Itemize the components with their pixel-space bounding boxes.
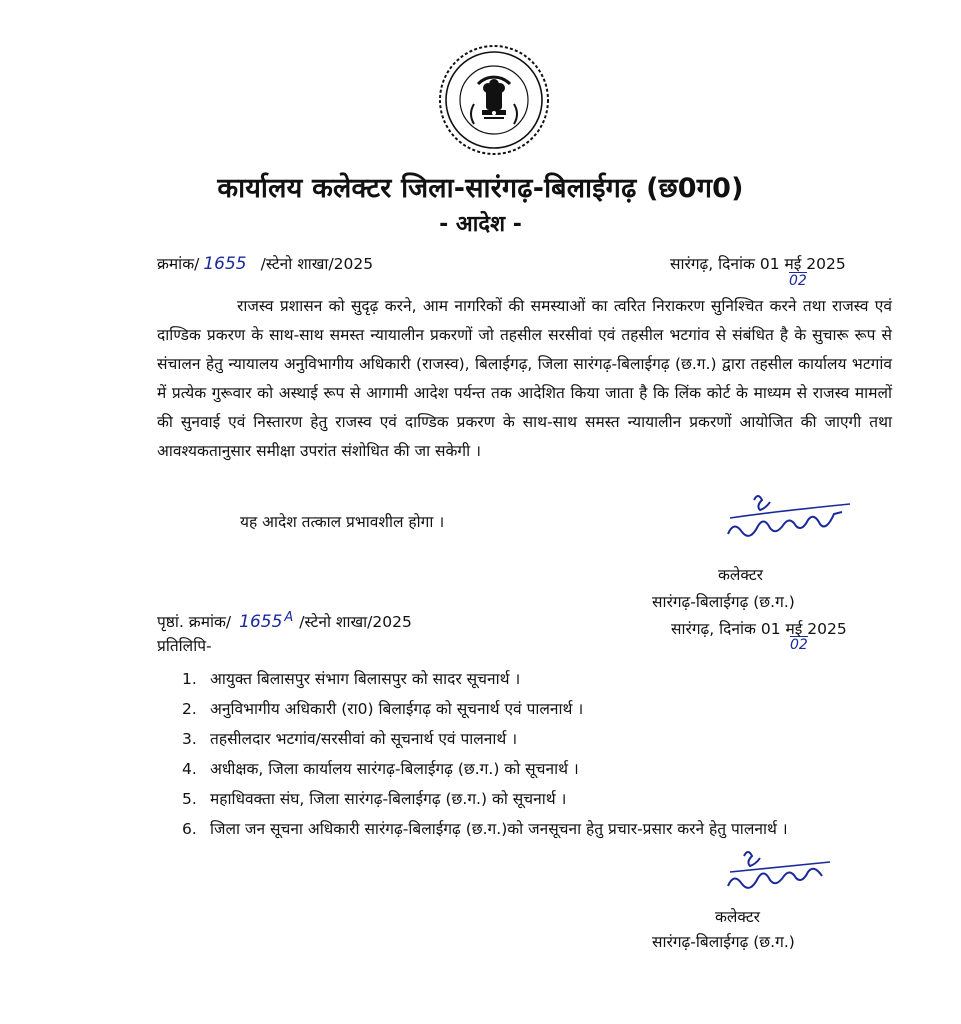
order-ref-prefix: क्रमांक/: [157, 255, 200, 273]
list-item: 3. तहसीलदार भटगांव/सरसीवां को सूचनार्थ एवं पालनार्थ ।: [182, 730, 518, 748]
copy-label: प्रतिलिपि-: [157, 637, 212, 655]
order-heading: - आदेश -: [439, 212, 522, 237]
signature-2-designation: कलेक्टर: [715, 908, 761, 926]
endorsement-suffix-mark: A: [284, 610, 294, 625]
signature-2-location: सारंगढ़-बिलाईगढ़ (छ.ग.): [652, 933, 795, 951]
collector-signature-2: [722, 846, 842, 896]
endorsement-place-date: सारंगढ़, दिनांक 01 मई 2025: [671, 620, 847, 638]
endorsement-date-handwritten: 02: [790, 637, 808, 653]
order-ref: [157, 252, 373, 274]
list-item: 2. अनुविभागीय अधिकारी (रा0) बिलाईगढ़ को सूचनार्थ एवं पालनार्थ ।: [182, 700, 584, 718]
state-emblem-seal-icon: [438, 44, 550, 156]
endorsement-suffix: /स्टेनो शाखा/2025: [299, 613, 412, 632]
office-title: कार्यालय कलेक्टर जिला-सारंगढ़-बिलाईगढ़ (छ0ग0): [217, 173, 744, 204]
order-body: राजस्व प्रशासन को सुदृढ़ करने, आम नागरिकों की समस्याओं का त्वरित निराकरण सुनिश्चित करने तथा राजस्व एवं दाण्डिक प्रकरण के साथ-साथ समस्त न्यायालीन प्रकरणों जो तहसील सरसीवां एवं तहसील भटगांव से संबंधित है के सुचारू रूप से संचालन हेतु न्यायालय अनुविभागीय अधिकारी (राजस्व), बिलाईगढ़, जिला सारंगढ़-बिलाईगढ़ (छ.ग.) द्वारा तहसील कार्यालय भटगांव में प्रत्येक गुरूवार को अस्थाई रूप से आगामी आदेश पर्यन्त तक आदेशित किया जाता है कि लिंक कोर्ट के माध्यम से राजस्व मामलों की सुनवाई एवं निस्तारण हेतु राजस्व एवं दाण्डिक प्रकरण के साथ-साथ समस्त न्यायालीन प्रकरणों आयोजित की जाएगी तथा आवश्यकतानुसार समीक्षा उपरांत संशोधित की जा सकेगी ।: [157, 297, 892, 460]
list-item: 4. अधीक्षक, जिला कार्यालय सारंगढ़-बिलाईगढ़ (छ.ग.) को सूचनार्थ ।: [182, 760, 579, 778]
order-place-date: सारंगढ़, दिनांक 01 मई 2025: [670, 255, 846, 273]
copy-list: [182, 666, 894, 846]
endorsement-ref: [157, 610, 412, 632]
signature-1-location: सारंगढ़-बिलाईगढ़ (छ.ग.): [652, 593, 795, 611]
list-item: 6. जिला जन सूचना अधिकारी सारंगढ़-बिलाईगढ़ (छ.ग.)को जनसूचना हेतु प्रचार-प्रसार करने हेतु पालनार्थ ।: [182, 820, 788, 838]
list-item: 1. आयुक्त बिलासपुर संभाग बिलासपुर को सादर सूचनार्थ ।: [182, 670, 521, 688]
effective-note: यह आदेश तत्काल प्रभावशील होगा ।: [240, 513, 445, 531]
order-ref-suffix: /स्टेनो शाखा/2025: [260, 255, 374, 273]
endorsement-prefix: पृष्ठां. क्रमांक/: [157, 613, 232, 632]
order-number-handwritten: 1655: [203, 254, 247, 274]
list-item: 5. महाधिवक्ता संघ, जिला सारंगढ़-बिलाईगढ़ (छ.ग.) को सूचनार्थ ।: [182, 790, 567, 808]
signature-1-designation: कलेक्टर: [718, 566, 764, 584]
endorsement-number-handwritten: 1655: [239, 612, 283, 633]
collector-signature: [720, 488, 870, 548]
order-date-handwritten: 02: [789, 273, 807, 289]
